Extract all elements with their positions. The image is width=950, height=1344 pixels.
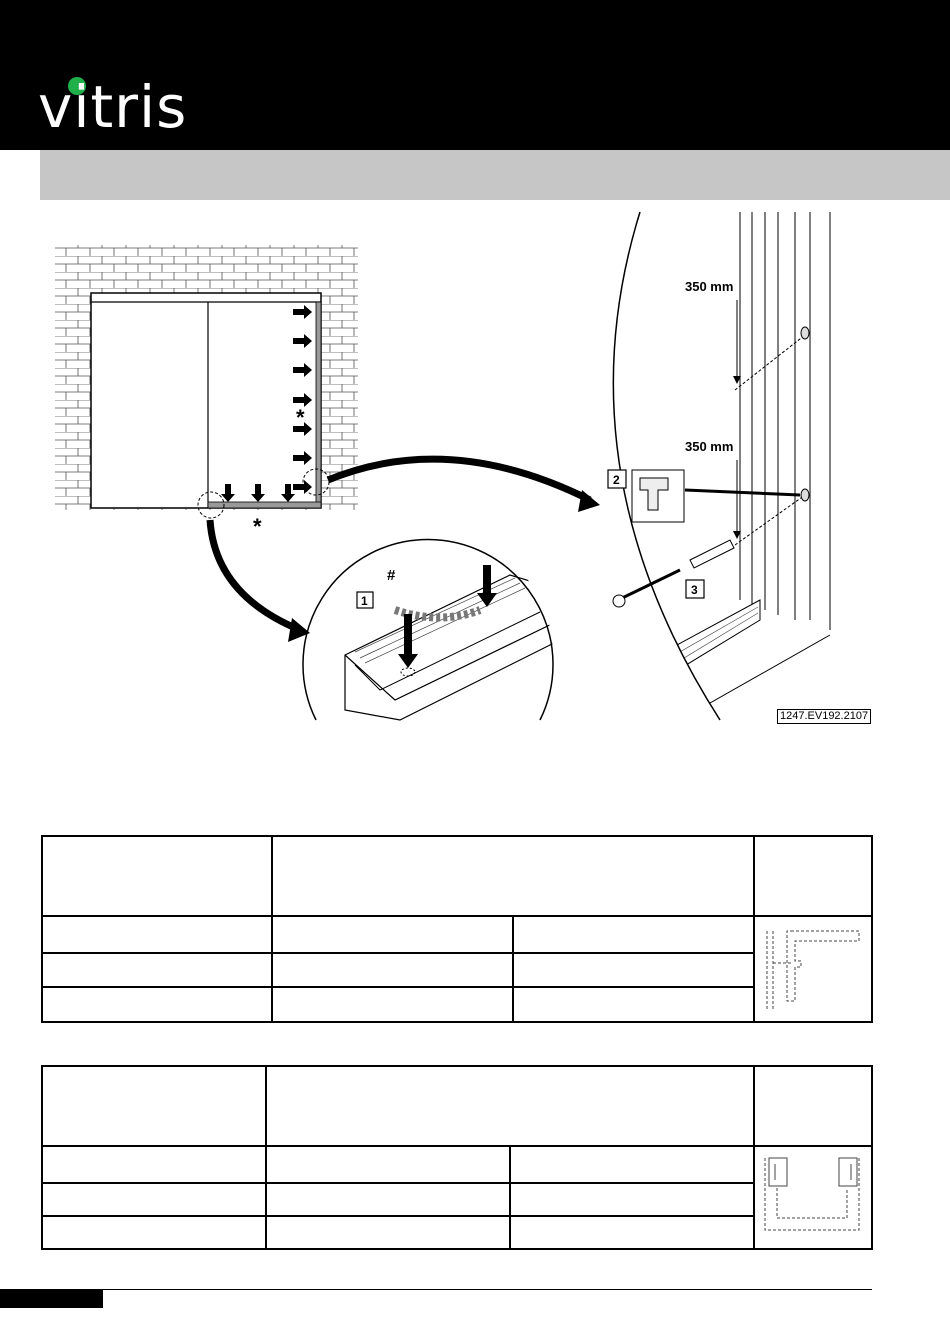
table-cell bbox=[754, 1066, 872, 1146]
profile-cross-section-cell bbox=[754, 916, 872, 1022]
drawing-code: 1247.EV192.2107 bbox=[777, 709, 871, 724]
detail-bottom-profile bbox=[303, 539, 560, 720]
table-cell bbox=[42, 1216, 266, 1249]
table-cell bbox=[513, 987, 754, 1022]
brand-logo: vitris bbox=[38, 73, 188, 141]
table-cell bbox=[42, 916, 272, 953]
table-cell bbox=[513, 953, 754, 988]
step-2-label: 2 bbox=[613, 473, 620, 487]
wall-profile-icon bbox=[755, 917, 867, 1017]
dimension-top-label: 350 mm bbox=[685, 279, 734, 294]
table-cell bbox=[266, 1216, 511, 1249]
table-cell bbox=[266, 1146, 511, 1182]
step-1-label: 1 bbox=[361, 594, 368, 608]
spec-table-bottom-profile bbox=[41, 1065, 873, 1250]
table-cell bbox=[272, 953, 514, 988]
table-cell bbox=[754, 836, 872, 916]
asterisk-bottom: * bbox=[253, 514, 262, 539]
table-cell bbox=[42, 987, 272, 1022]
table-cell bbox=[272, 836, 754, 916]
title-band bbox=[40, 150, 950, 200]
table-cell bbox=[42, 953, 272, 988]
table-cell bbox=[42, 1183, 266, 1216]
table-cell bbox=[42, 836, 272, 916]
step-3-label: 3 bbox=[691, 583, 698, 597]
hash-mark: # bbox=[387, 567, 396, 584]
installation-illustration bbox=[40, 205, 900, 735]
wall-overview bbox=[55, 245, 358, 518]
profile-cross-section-cell bbox=[754, 1146, 872, 1249]
table-cell bbox=[272, 916, 514, 953]
table-cell bbox=[513, 916, 754, 953]
asterisk-side: * bbox=[296, 405, 305, 430]
table-cell bbox=[42, 1066, 266, 1146]
page-header bbox=[0, 0, 950, 150]
footer-bar bbox=[0, 1290, 103, 1308]
footer-rule bbox=[0, 1289, 872, 1290]
table-cell bbox=[510, 1183, 754, 1216]
table-cell bbox=[42, 1146, 266, 1182]
table-cell bbox=[272, 987, 514, 1022]
table-cell bbox=[266, 1066, 754, 1146]
table-cell bbox=[510, 1146, 754, 1182]
table-cell bbox=[266, 1183, 511, 1216]
dimension-bottom-label: 350 mm bbox=[685, 439, 734, 454]
bottom-profile-icon bbox=[755, 1148, 867, 1244]
table-cell bbox=[510, 1216, 754, 1249]
spec-table-wall-profile bbox=[41, 835, 873, 1023]
